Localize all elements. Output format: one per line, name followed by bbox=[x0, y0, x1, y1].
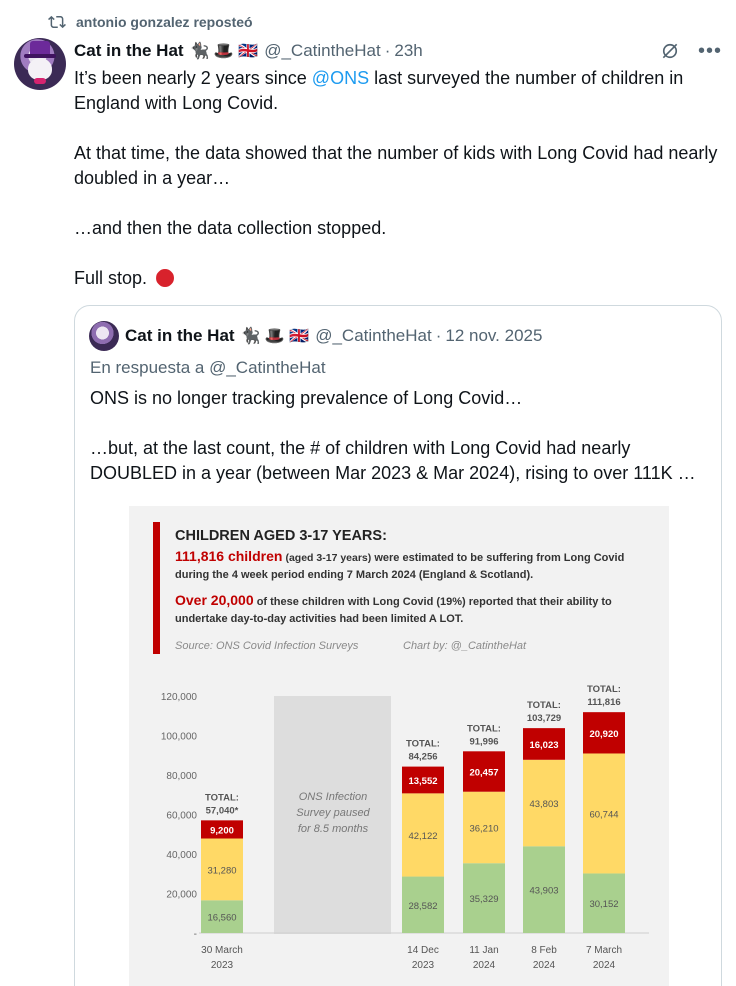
infographic-image[interactable] bbox=[129, 506, 669, 986]
segment-value-label: 35,329 bbox=[469, 894, 499, 906]
total-heading-label: TOTAL: bbox=[205, 792, 239, 804]
chart-credit: Chart by: @_CatintheHat bbox=[403, 640, 527, 652]
segment-value-label: 42,122 bbox=[408, 830, 438, 842]
segment-value-label: 13,552 bbox=[408, 775, 438, 787]
x-category-label: 30 March bbox=[201, 945, 243, 956]
tweet-paragraph: At that time, the data showed that the number of kids with Long Covid had nearly doubled in a year… bbox=[74, 143, 718, 188]
avatar[interactable] bbox=[14, 38, 66, 90]
x-category-label: 8 Feb bbox=[531, 945, 557, 956]
paused-note: for 8.5 months bbox=[297, 823, 369, 835]
tweet-paragraph: …and then the data collection stopped. bbox=[74, 218, 387, 238]
reply-to-label: En respuesta a @_CatintheHat bbox=[90, 358, 326, 377]
segment-value-label: 28,582 bbox=[408, 900, 438, 912]
summary-line-1: 111,816 children (aged 3-17 years) were estimated to be suffering from Long Covid during the 4 week period ending 7 March 2024 (England & Scotland). bbox=[175, 548, 625, 581]
total-value-label: 91,996 bbox=[469, 736, 499, 748]
author-name[interactable]: Cat in the Hat bbox=[74, 41, 184, 60]
paused-note: ONS Infection bbox=[298, 791, 368, 803]
quoted-tweet[interactable] bbox=[74, 305, 722, 986]
quote-author-handle: @_CatintheHat bbox=[315, 326, 432, 345]
segment-value-label: 43,903 bbox=[529, 885, 559, 897]
quote-body bbox=[90, 386, 715, 486]
x-category-year-label: 2023 bbox=[411, 960, 435, 971]
segment-value-label: 36,210 bbox=[469, 823, 499, 835]
grok-icon[interactable] bbox=[660, 41, 680, 61]
y-tick-label: 100,000 bbox=[160, 731, 197, 743]
source-note: Source: ONS Covid Infection Surveys bbox=[175, 640, 359, 652]
total-value-label: 111,816 bbox=[587, 697, 621, 709]
tweet-paragraph: Full stop. bbox=[74, 268, 148, 288]
segment-value-label: 43,803 bbox=[529, 799, 559, 811]
y-tick-label: 60,000 bbox=[166, 810, 197, 822]
x-category-year-label: 2024 bbox=[472, 960, 496, 971]
x-category-label: 14 Dec bbox=[407, 945, 439, 956]
quote-author-emoji: 🐈‍⬛ 🎩 🇬🇧 bbox=[240, 328, 310, 345]
repost-header bbox=[48, 10, 253, 34]
y-tick-label: 120,000 bbox=[160, 692, 197, 703]
total-heading-label: TOTAL: bbox=[587, 684, 621, 696]
segment-value-label: 30,152 bbox=[589, 899, 619, 911]
author-handle[interactable]: @_CatintheHat bbox=[264, 41, 381, 60]
infographic-title: CHILDREN AGED 3-17 YEARS: bbox=[175, 528, 387, 544]
quote-author-name: Cat in the Hat bbox=[125, 326, 235, 345]
repost-icon bbox=[48, 13, 66, 31]
segment-value-label: 16,023 bbox=[529, 739, 559, 751]
segment-value-label: 9,200 bbox=[210, 825, 234, 837]
stacked-bar-chart bbox=[129, 506, 669, 986]
quote-paragraph: ONS is no longer tracking prevalence of Long Covid… bbox=[90, 388, 523, 408]
y-tick-label: - bbox=[193, 929, 197, 940]
y-tick-label: 40,000 bbox=[166, 850, 197, 861]
x-category-year-label: 2024 bbox=[532, 960, 556, 971]
separator-dot: · bbox=[384, 41, 391, 60]
x-category-year-label: 2023 bbox=[210, 960, 234, 971]
x-category-label: 7 March bbox=[585, 945, 623, 956]
quote-paragraph: …but, at the last count, the # of children with Long Covid had nearly DOUBLED in a year (between Mar 2023 & Mar 2024), rising to over 111K … bbox=[90, 438, 696, 483]
segment-value-label: 16,560 bbox=[207, 912, 237, 924]
separator-dot: · bbox=[435, 326, 442, 345]
total-heading-label: TOTAL: bbox=[406, 738, 440, 750]
paused-note: Survey paused bbox=[296, 807, 370, 819]
total-value-label: 57,040* bbox=[205, 805, 239, 817]
x-category-label: 11 Jan bbox=[469, 945, 499, 956]
summary-line-2: Over 20,000 of these children with Long Covid (19%) reported that their ability to undertake day-to-day activities had been limited A LOT. bbox=[175, 592, 612, 625]
segment-value-label: 20,457 bbox=[469, 767, 499, 779]
x-category-year-label: 2024 bbox=[592, 960, 616, 971]
segment-value-label: 60,744 bbox=[589, 809, 619, 821]
tweet-time[interactable]: 23h bbox=[394, 41, 423, 60]
tweet-body: It’s been nearly 2 years since @ONS last surveyed the number of children in England with Long Covid. At that time, the data showed that the number of kids with Long Covid had nearly doubled in a year… …and then the data collection stopped. Full stop. bbox=[74, 66, 724, 291]
repost-text[interactable]: antonio gonzalez reposteó bbox=[76, 14, 253, 30]
tweet-header bbox=[74, 38, 722, 64]
quote-date: 12 nov. 2025 bbox=[445, 326, 543, 345]
total-heading-label: TOTAL: bbox=[527, 700, 561, 712]
total-value-label: 103,729 bbox=[526, 713, 562, 725]
quote-header bbox=[89, 320, 542, 352]
y-tick-label: 80,000 bbox=[166, 771, 197, 782]
segment-value-label: 31,280 bbox=[207, 865, 237, 877]
total-heading-label: TOTAL: bbox=[467, 723, 501, 735]
quote-avatar bbox=[89, 321, 119, 351]
total-value-label: 84,256 bbox=[408, 751, 438, 763]
stop-sign-icon bbox=[156, 269, 174, 287]
more-icon[interactable]: ••• bbox=[697, 40, 722, 62]
y-tick-label: 20,000 bbox=[166, 889, 197, 901]
segment-value-label: 20,920 bbox=[589, 728, 619, 740]
mention-link[interactable]: @ONS bbox=[311, 68, 370, 88]
author-emoji: 🐈‍⬛ 🎩 🇬🇧 bbox=[189, 43, 259, 60]
